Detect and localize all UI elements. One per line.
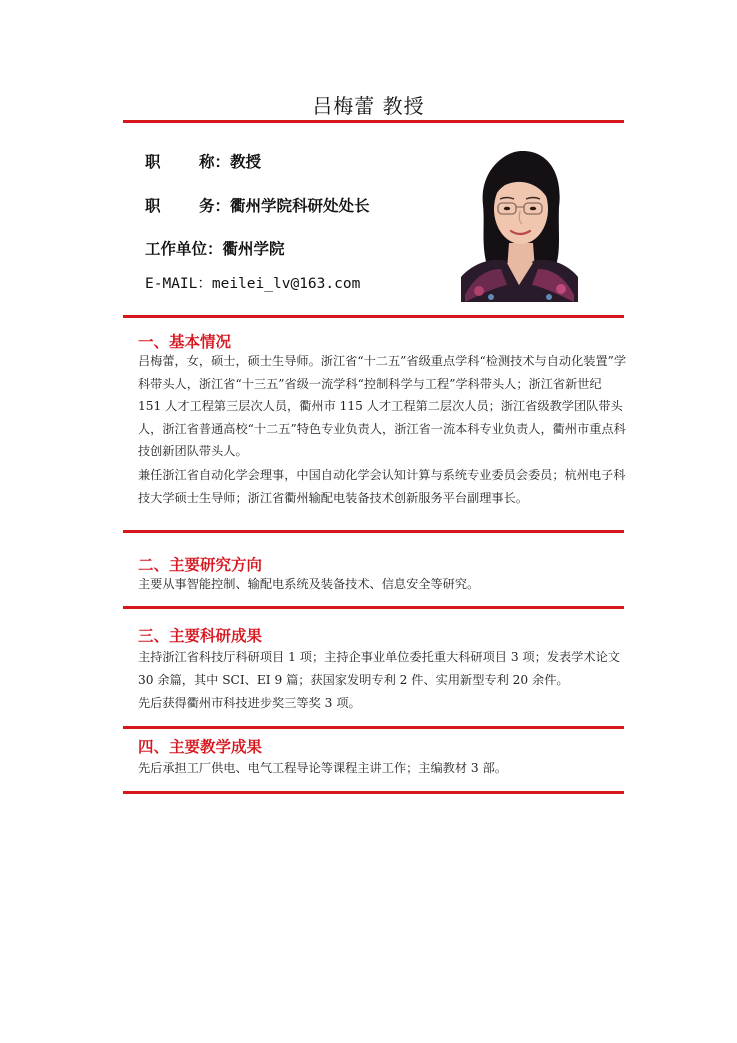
portrait-illustration: [461, 145, 578, 302]
title-rule: [123, 120, 624, 123]
page-title: 吕梅蕾 教授: [312, 94, 425, 118]
section-3-rule: [123, 726, 624, 729]
section-heading-basic: 一、基本情况: [138, 333, 232, 351]
section-2-rule: [123, 606, 624, 609]
section-basic-paragraph-1: 吕梅蕾，女，硕士，硕士生导师。浙江省“十二五”省级重点学科“检测技术与自动化装置”学科带头人，浙江省“十三五”省级一流学科“控制科学与工程”学科带头人；浙江省新世纪 151 人才工程第三层次人员，衢州市 115 人才工程第二层次人员；浙江省级教学团队带头人，浙江省普通高校“十二五”特色专业负责人，浙江省一流本科专业负责人，衢州市重点科技创新团队带头人。: [138, 354, 627, 458]
section-4-rule: [123, 791, 624, 794]
unit-value: 衢州学院: [222, 240, 285, 258]
title-row: [145, 150, 261, 172]
email-label: E-MAIL：: [145, 276, 212, 292]
section-achievements-paragraph-2: 先后获得衢州市科技进步奖三等奖 3 项。: [138, 696, 361, 710]
post-row: [145, 194, 370, 216]
unit-row: [145, 237, 285, 259]
section-achievements-paragraph-1: 主持浙江省科技厅科研项目 1 项；主持企事业单位委托重大科研项目 3 项；发表学术论文 30 余篇，其中 SCI、EI 9 篇；获国家发明专利 2 件、实用新型专利 20 余件。: [138, 650, 620, 687]
section-basic-paragraph-2: 兼任浙江省自动化学会理事，中国自动化学会认知计算与系统专业委员会委员；杭州电子科技大学硕士生导师；浙江省衢州输配电装备技术创新服务平台副理事长。: [138, 468, 626, 505]
post-label-char2: 务：: [199, 197, 231, 215]
title-value: 教授: [230, 153, 262, 171]
email-row: [145, 272, 360, 293]
email-value[interactable]: meilei_lv@163.com: [211, 276, 361, 292]
unit-label: 工作单位：: [145, 240, 223, 258]
section-heading-teaching: 四、主要教学成果: [138, 738, 263, 756]
profile-rule: [123, 315, 624, 318]
post-value: 衢州学院科研处处长: [230, 197, 370, 215]
title-label-char2: 称：: [199, 153, 231, 171]
section-research-paragraph: 主要从事智能控制、输配电系统及装备技术、信息安全等研究。: [138, 577, 480, 591]
portrait-photo: [461, 145, 578, 302]
title-label-char1: 职: [145, 153, 161, 171]
section-heading-research: 二、主要研究方向: [138, 556, 263, 574]
section-heading-achievements: 三、主要科研成果: [138, 627, 263, 645]
section-teaching-paragraph: 先后承担工厂供电、电气工程导论等课程主讲工作；主编教材 3 部。: [138, 761, 507, 775]
post-label-char1: 职: [145, 197, 161, 215]
section-1-rule: [123, 530, 624, 533]
